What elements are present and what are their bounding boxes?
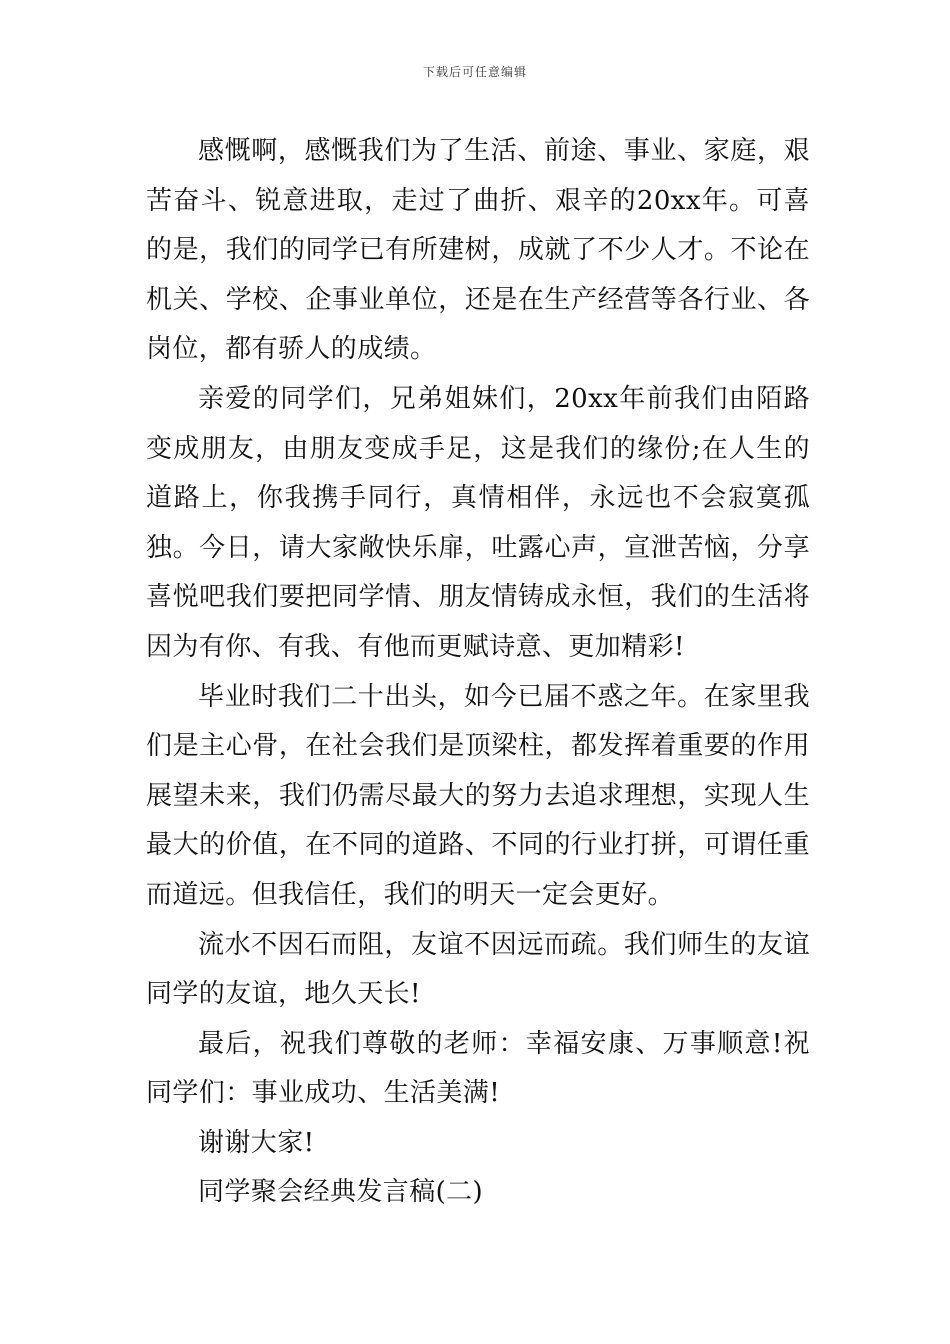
paragraph-6: 谢谢大家!: [198, 1127, 315, 1158]
paragraph-5: 最后，祝我们尊敬的老师：幸福安康、万事顺意!祝同学们：事业成功、生活美满!: [146, 1028, 810, 1109]
paragraph-3: 毕业时我们二十出头，如今已届不惑之年。在家里我们是主心骨，在社会我们是顶梁柱，都发挥着重要的作用展望未来，我们仍需尽最大的努力去追求理想，实现人生最大的价值，在不同的道路、不同的行业打拼，可谓任重而道远。但我信任，我们的明天一定会更好。: [146, 681, 810, 910]
document-body: [146, 127, 810, 1218]
section-title: 同学聚会经典发言稿(二): [198, 1177, 484, 1208]
page-header-note: 下载后可任意编辑: [422, 65, 527, 79]
paragraph-2: 亲爱的同学们，兄弟姐妹们，20xx年前我们由陌路变成朋友，由朋友变成手足，这是我们的缘份;在人生的道路上，你我携手同行，真情相伴，永远也不会寂寞孤独。今日，请大家敞快乐扉，吐露心声，宣泄苦恼，分享喜悦吧我们要把同学情、朋友情铸成永恒，我们的生活将因为有你、有我、有他而更赋诗意、更加精彩!: [146, 383, 810, 662]
paragraph-1: 感慨啊，感慨我们为了生活、前途、事业、家庭，艰苦奋斗、锐意进取，走过了曲折、艰辛的20xx年。可喜的是，我们的同学已有所建树，成就了不少人才。不论在机关、学校、企事业单位，还是在生产经营等各行业、各岗位，都有骄人的成绩。: [146, 136, 810, 365]
paragraph-4: 流水不因石而阻，友谊不因远而疏。我们师生的友谊同学的友谊，地久天长!: [146, 929, 810, 1010]
